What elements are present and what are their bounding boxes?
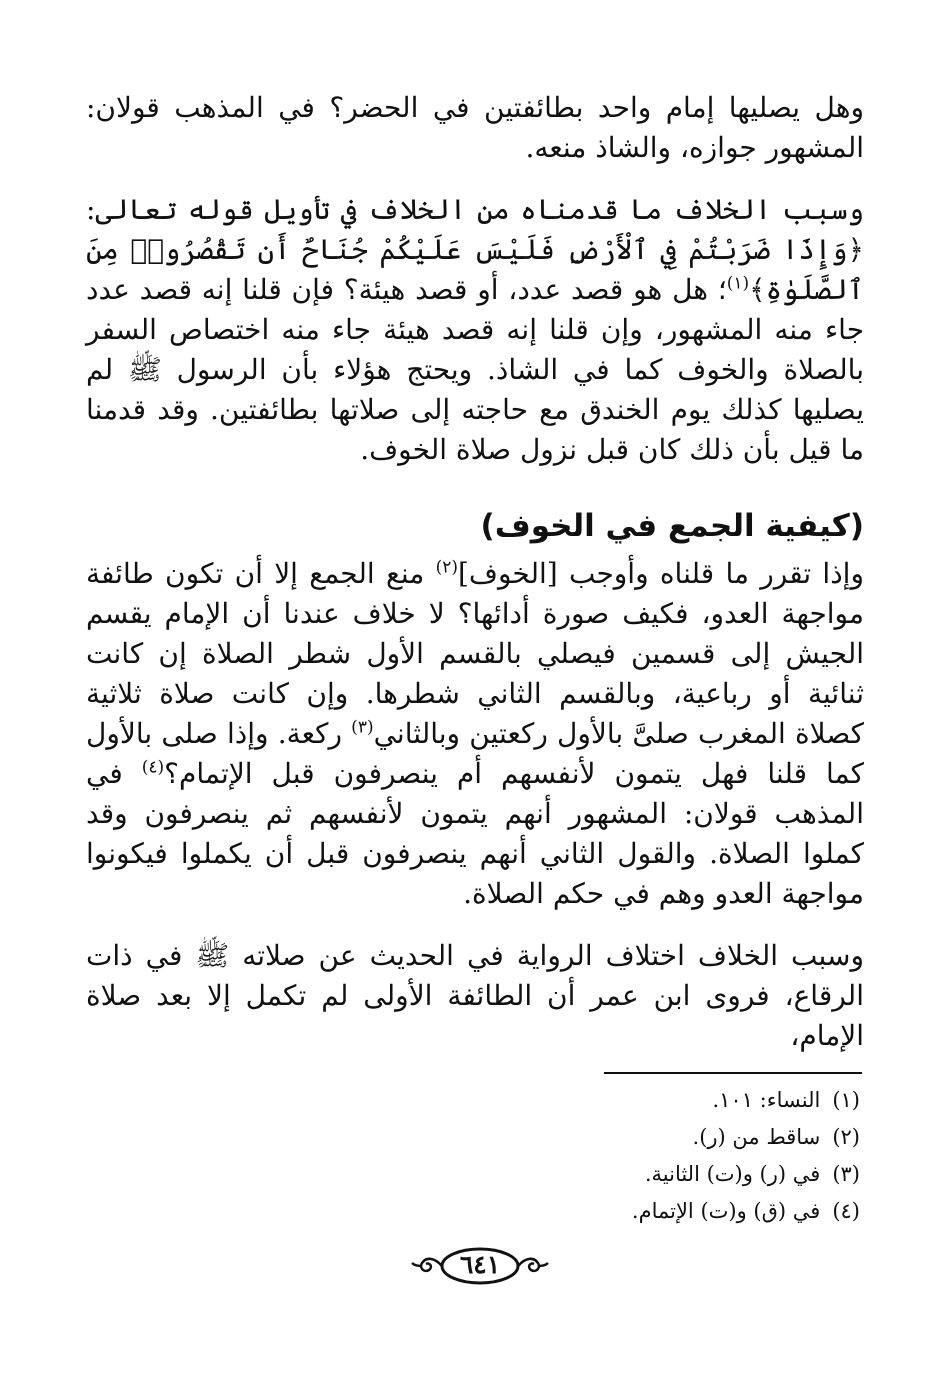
main-text [86, 88, 864, 1056]
footnote-ref-4: (٤) [141, 757, 165, 778]
paragraph-2-text-a: وسبب الخلاف ما قدمناه من الخلاف في تأويل قوله تعالى: ﴿وَإِذَا ضَرَبْتُمْ فِي ٱلْأَرْضِ فَلَيْسَ عَلَيْكُمْ جُنَاحٌ أَن تَقْصُرُوا۟ مِنَ ٱلصَّلَوٰةِ﴾ [86, 193, 864, 306]
paragraph-3-text-a: وإذا تقرر ما قلناه وأوجب [الخوف] [458, 557, 864, 590]
footnote-4 [300, 1193, 860, 1230]
footnote-text: في (ق) و(ت) الإتمام. [631, 1199, 821, 1223]
footnote-number: (١) [832, 1088, 860, 1112]
footnote-ref-1: (١) [726, 273, 750, 294]
section-heading: (كيفية الجمع في الخوف) [480, 508, 864, 544]
footnote-2 [300, 1119, 860, 1156]
footnote-3 [300, 1156, 860, 1193]
footnote-text: النساء: ١٠١. [712, 1088, 821, 1112]
footnote-ref-3: (٣) [351, 717, 374, 738]
paragraph-3 [86, 554, 864, 914]
footnote-number: (٢) [832, 1125, 860, 1149]
paragraph-4: وسبب الخلاف اختلاف الرواية في الحديث عن صلاته ﷺ في ذات الرقاع، فروى ابن عمر أن الطائفة الأولى لم تكمل إلا بعد صلاة الإمام، [86, 939, 864, 1052]
paragraph-2 [86, 190, 864, 470]
paragraph-3-text-c: ركعة. وإذا صلى بالأول كما قلنا فهل يتمون لأنفسهم أم ينصرفون قبل الإتمام؟ [86, 717, 865, 790]
footnote-text: في (ر) و(ت) الثانية. [644, 1162, 821, 1186]
footnote-divider [604, 1072, 862, 1074]
paragraph-2-text-b: ؛ هل هو قصد عدد، أو قصد هيئة؟ فإن قلنا إنه قصد عدد جاء منه المشهور، وإن قلنا إنه قصد هيئة جاء منه اختصاص السفر بالصلاة والخوف كما في الشاذ. ويحتج هؤلاء بأن الرسول ﷺ لم يصليها كذلك يوم الخندق مع حاجته إلى صلاتها بطائفتين. وقد قدمنا ما قيل بأن ذلك كان قبل نزول صلاة الخوف. [86, 273, 864, 466]
page-number-ornament [410, 1245, 550, 1287]
footnote-1 [300, 1082, 860, 1119]
paragraph-1: وهل يصليها إمام واحد بطائفتين في الحضر؟ في المذهب قولان: المشهور جوازه، والشاذ منعه. [86, 91, 864, 164]
footnote-number: (٣) [832, 1162, 860, 1186]
footnote-number: (٤) [832, 1199, 860, 1223]
paragraph-3-text-b: منع الجمع إلا أن تكون طائفة مواجهة العدو، فكيف صورة أدائها؟ لا خلاف عندنا أن الإمام يقسم الجيش إلى قسمين فيصلي بالقسم الأول شطر الصلاة إن كانت ثنائية أو رباعية، وبالقسم الثاني شطرها. وإن كانت صلاة ثلاثية كصلاة المغرب صلىَّ بالأول ركعتين وبالثاني [86, 557, 865, 750]
footnote-text: ساقط من (ر). [692, 1125, 821, 1149]
footnotes [300, 1082, 860, 1230]
page-number: ٦٤١ [459, 1250, 501, 1279]
footnote-ref-2: (٢) [435, 557, 458, 578]
paragraph-3-text-d: في المذهب قولان: المشهور أنهم يتمون لأنفسهم ثم ينصرفون وقد كملوا الصلاة. والقول الثاني أنهم ينصرفون قبل أن يكملوا فيكونوا مواجهة العدو وهم في حكم الصلاة. [86, 757, 864, 910]
